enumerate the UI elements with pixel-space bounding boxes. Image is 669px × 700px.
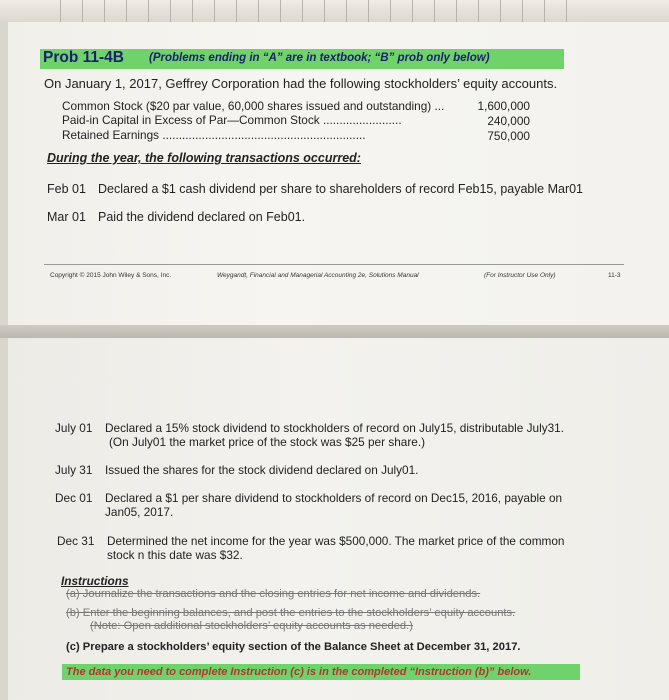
- page-gap: [0, 325, 669, 338]
- transaction-text: Declared a $1 cash dividend per share to shareholders of record Feb15, payable Mar01: [98, 182, 584, 196]
- binder-tick: [104, 0, 105, 22]
- footer-use: (For Instructor Use Only): [484, 272, 556, 279]
- footer-page-number: 11-3: [608, 272, 621, 279]
- binder-tick: [60, 0, 61, 22]
- account-label-paid-in-capital: Paid-in Capital in Excess of Par—Common Stock ........................: [62, 113, 402, 127]
- binder-tick: [456, 0, 457, 22]
- binder-tick: [434, 0, 435, 22]
- transaction-text: Declared a $1 per share dividend to stockholders of record on Dec15, 2016, payable on: [105, 491, 563, 505]
- footer-book: Weygandt, Financial and Managerial Accounting 2e, Solutions Manual: [217, 272, 419, 279]
- binder-tick: [236, 0, 237, 22]
- footer-rule: [44, 264, 624, 265]
- transaction-date: Mar 01: [47, 210, 86, 224]
- binder-tick: [566, 0, 567, 22]
- instruction-b-note: (Note: Open additional stockholders’ equity accounts as needed.): [90, 620, 413, 632]
- binder-tick: [170, 0, 171, 22]
- transaction-date: July 31: [55, 463, 93, 477]
- binder-tick: [214, 0, 215, 22]
- transaction-text-continued: stock n this date was $32.: [107, 548, 243, 562]
- account-amount-paid-in-capital: 240,000: [487, 114, 530, 128]
- binder-tick: [368, 0, 369, 22]
- binder-tick: [258, 0, 259, 22]
- account-label-common-stock: Common Stock ($20 par value, 60,000 shares issued and outstanding) ...: [62, 99, 445, 113]
- binder-tick: [126, 0, 127, 22]
- account-amount-common-stock: 1,600,000: [477, 99, 530, 113]
- transaction-text-continued: Jan05, 2017.: [105, 505, 174, 519]
- instruction-c: (c) Prepare a stockholders’ equity section of the Balance Sheet at December 31, 2017.: [66, 641, 521, 653]
- transaction-text-continued: (On July01 the market price of the stock was $25 per share.): [109, 435, 426, 449]
- transaction-date: Dec 31: [57, 534, 95, 548]
- account-amount-retained-earnings: 750,000: [487, 129, 530, 143]
- instruction-a: (a) Journalize the transactions and the closing entries for net income and dividends.: [66, 588, 481, 600]
- problem-title-note: (Problems ending in “A” are in textbook; “B” prob only below): [149, 52, 490, 64]
- transactions-heading: During the year, the following transactions occurred:: [47, 151, 361, 165]
- binder-tick: [148, 0, 149, 22]
- binder-tick: [390, 0, 391, 22]
- instructions-heading: Instructions: [61, 574, 129, 588]
- transaction-date: Dec 01: [55, 491, 93, 505]
- binder-tick: [412, 0, 413, 22]
- binder-tick: [544, 0, 545, 22]
- binder-tick: [324, 0, 325, 22]
- problem-title: Prob 11-4B: [43, 49, 124, 66]
- binder-strip: [0, 0, 669, 22]
- intro-text: On January 1, 2017, Geffrey Corporation had the following stockholders’ equity accounts.: [44, 76, 558, 91]
- transaction-text: Declared a 15% stock dividend to stockholders of record on July15, distributable July31.: [105, 421, 565, 435]
- account-label-retained-earnings: Retained Earnings ..............................................................: [62, 128, 366, 142]
- binder-tick: [478, 0, 479, 22]
- instruction-c-note: The data you need to complete Instruction (c) is in the completed “Instruction (b)” below.: [66, 666, 532, 678]
- binder-tick: [500, 0, 501, 22]
- binder-tick: [346, 0, 347, 22]
- footer-copyright: Copyright © 2015 John Wiley & Sons, Inc.: [50, 272, 172, 279]
- transaction-date: July 01: [55, 421, 93, 435]
- binder-tick: [82, 0, 83, 22]
- instruction-b: (b) Enter the beginning balances, and post the entries to the stockholders’ equity accounts.: [66, 607, 516, 619]
- binder-tick: [522, 0, 523, 22]
- transaction-date: Feb 01: [47, 182, 86, 196]
- binder-tick: [280, 0, 281, 22]
- transaction-text: Issued the shares for the stock dividend declared on July01.: [105, 463, 419, 477]
- binder-tick: [302, 0, 303, 22]
- binder-tick: [192, 0, 193, 22]
- transaction-text: Paid the dividend declared on Feb01.: [98, 210, 306, 224]
- transaction-text: Determined the net income for the year was $500,000. The market price of the common: [107, 534, 565, 548]
